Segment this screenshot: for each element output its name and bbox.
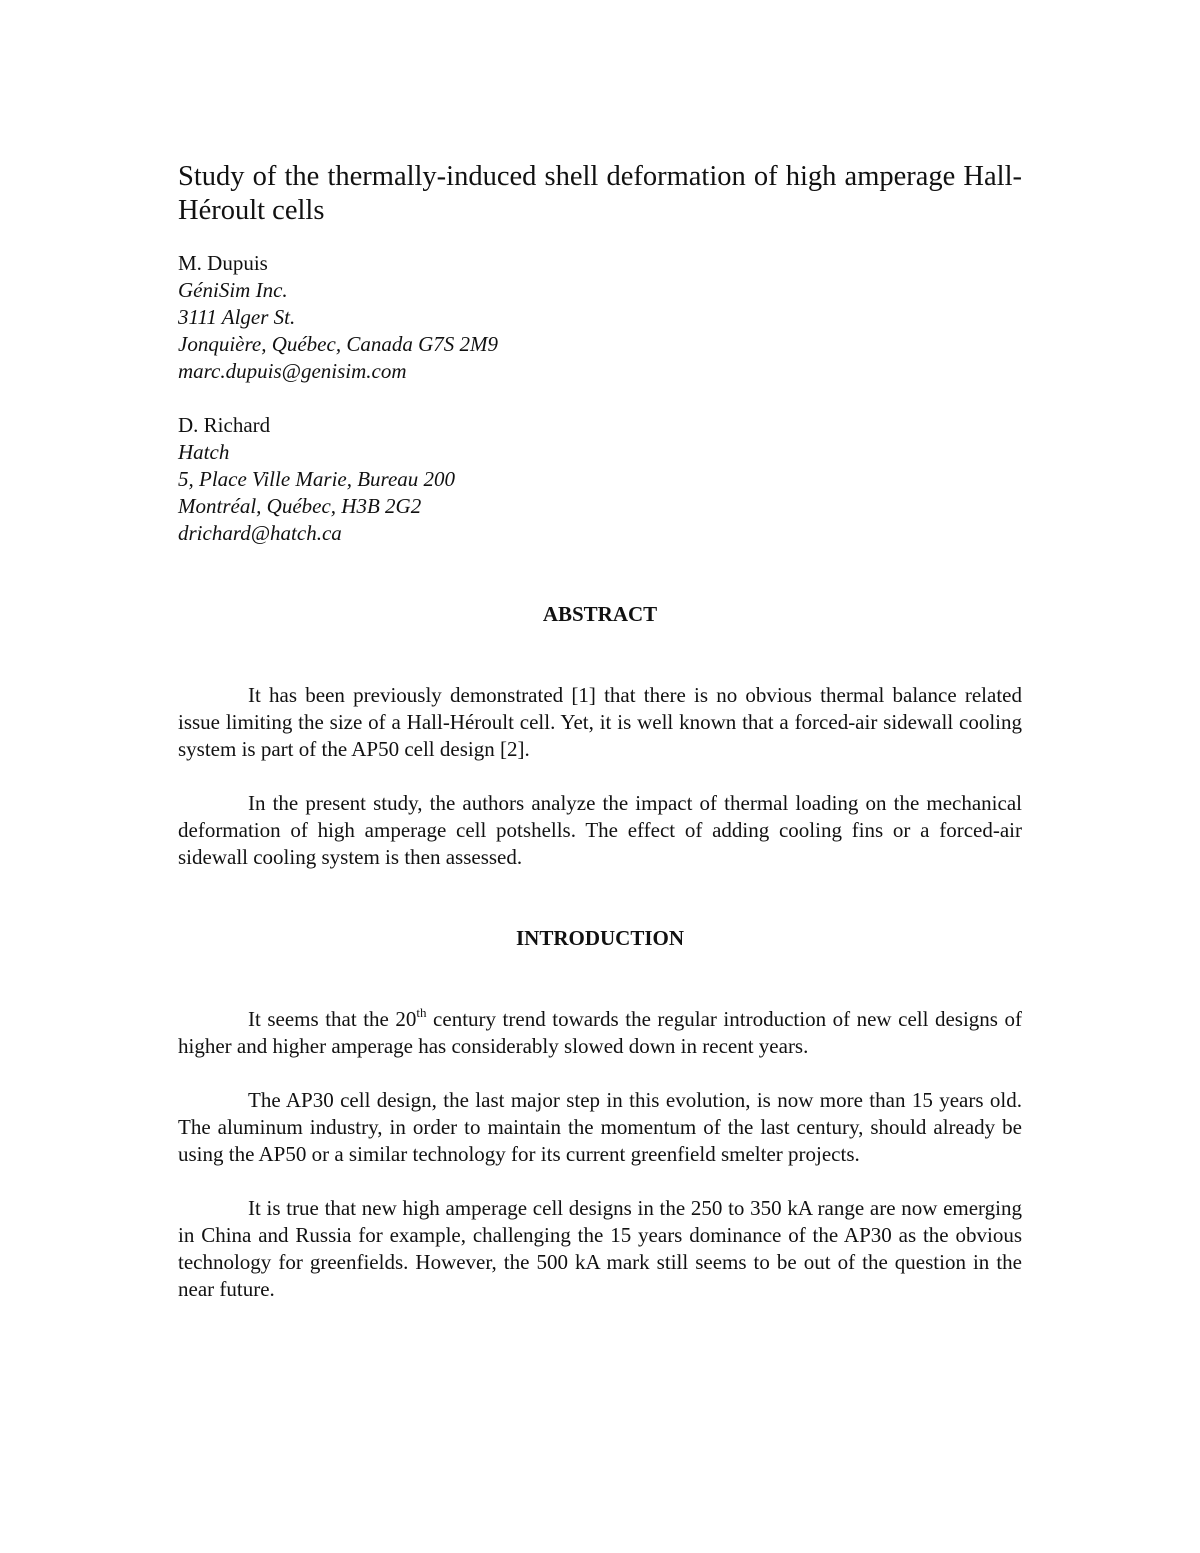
intro-text-end: century trend towards the regular introduction of new cell designs of higher and higher amperage has considerably slowed down in recent years.	[178, 1007, 1022, 1058]
author-affiliation: GéniSim Inc.	[178, 278, 288, 302]
author-address-line: Jonquière, Québec, Canada G7S 2M9	[178, 332, 498, 356]
abstract-paragraph: It has been previously demonstrated [1] that there is no obvious thermal balance related issue limiting the size of a Hall-Héroult cell. Yet, it is well known that a forced-air sidewall cooling system is part of the AP50 cell design [2].	[178, 683, 1022, 761]
introduction-paragraph	[178, 1006, 1022, 1060]
author-address-line: Montréal, Québec, H3B 2G2	[178, 494, 422, 518]
author-block-1	[178, 250, 1022, 385]
author-address-line: 5, Place Ville Marie, Bureau 200	[178, 467, 456, 491]
author-name: D. Richard	[178, 413, 271, 437]
intro-text-start: It seems that the 20	[248, 1007, 417, 1031]
author-affiliation: Hatch	[178, 440, 230, 464]
author-block-2	[178, 412, 1022, 547]
author-email: marc.dupuis@genisim.com	[178, 359, 407, 383]
ordinal-superscript: th	[416, 1005, 427, 1020]
introduction-paragraph: The AP30 cell design, the last major step in this evolution, is now more than 15 years old. The aluminum industry, in order to maintain the momentum of the last century, should already be using the AP50 or a similar technology for its current greenfield smelter projects.	[178, 1088, 1022, 1166]
document-page	[178, 160, 1022, 1303]
abstract-heading: ABSTRACT	[542, 602, 658, 626]
author-name: M. Dupuis	[178, 251, 268, 275]
introduction-paragraph: It is true that new high amperage cell designs in the 250 to 350 kA range are now emerging in China and Russia for example, challenging the 15 years dominance of the AP30 as the obvious technology for greenfields. However, the 500 kA mark still seems to be out of the question in the near future.	[178, 1196, 1022, 1301]
author-email: drichard@hatch.ca	[178, 521, 342, 545]
paper-title: Study of the thermally-induced shell deformation of high amperage Hall-Héroult cells	[178, 161, 1022, 226]
abstract-paragraph: In the present study, the authors analyze the impact of thermal loading on the mechanical deformation of high amperage cell potshells. The effect of adding cooling fins or a forced-air sidewall cooling system is then assessed.	[178, 791, 1022, 869]
author-address-line: 3111 Alger St.	[178, 305, 296, 329]
introduction-heading: INTRODUCTION	[515, 926, 685, 950]
